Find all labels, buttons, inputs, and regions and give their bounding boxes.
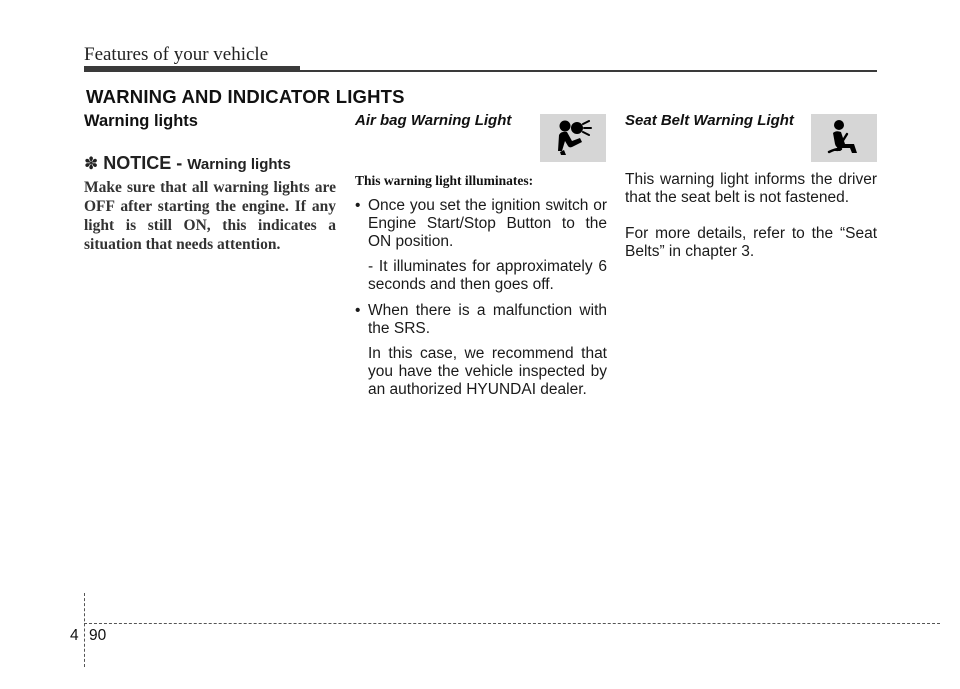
seat-belt-warning-title: Seat Belt Warning Light <box>625 112 794 129</box>
notice-label: NOTICE - <box>103 153 183 173</box>
bullet-ignition: • Once you set the ignition switch or Engine Start/Stop Button to the ON position. <box>355 197 607 251</box>
bullet-malfunction-detail: In this case, we recommend that you have the vehicle inspected by an authorized HYUNDAI dealer. <box>368 345 607 398</box>
footer-divider <box>84 593 85 667</box>
seat-belt-warning-icon <box>811 114 877 162</box>
seat-belt-paragraph-1: This warning light informs the driver that the seat belt is not fastened. <box>625 171 877 206</box>
chapter-title: Features of your vehicle <box>84 44 269 65</box>
illuminates-intro: This warning light illuminates: <box>355 173 534 188</box>
notice-sublabel: Warning lights <box>187 156 291 173</box>
bullet-malfunction: • When there is a malfunction with the SRS. <box>355 302 607 338</box>
airbag-warning-title: Air bag Warning Light <box>355 112 512 129</box>
notice-star-icon: ✽ <box>84 154 99 173</box>
header-rule <box>300 70 877 72</box>
column-airbag-warning <box>355 110 607 399</box>
warning-lights-subtitle: Warning lights <box>84 112 198 130</box>
page-number: 90 <box>89 627 107 644</box>
airbag-warning-icon <box>540 114 606 162</box>
bullet-ignition-detail: - It illuminates for approximately 6 seconds and then goes off. <box>368 258 607 293</box>
section-title: WARNING AND INDICATOR LIGHTS <box>86 86 405 107</box>
chapter-number: 4 <box>70 627 79 644</box>
footer-rule <box>84 623 940 624</box>
notice-body: Make sure that all warning lights are OFF after starting the engine. If any light is still ON, this indicates a situation that needs attention. <box>84 179 336 253</box>
column-warning-lights <box>84 110 336 254</box>
notice-heading <box>84 153 336 174</box>
seat-belt-paragraph-2: For more details, refer to the “Seat Belts” in chapter 3. <box>625 225 877 260</box>
header-bar <box>84 66 300 72</box>
column-seat-belt-warning <box>625 110 877 261</box>
